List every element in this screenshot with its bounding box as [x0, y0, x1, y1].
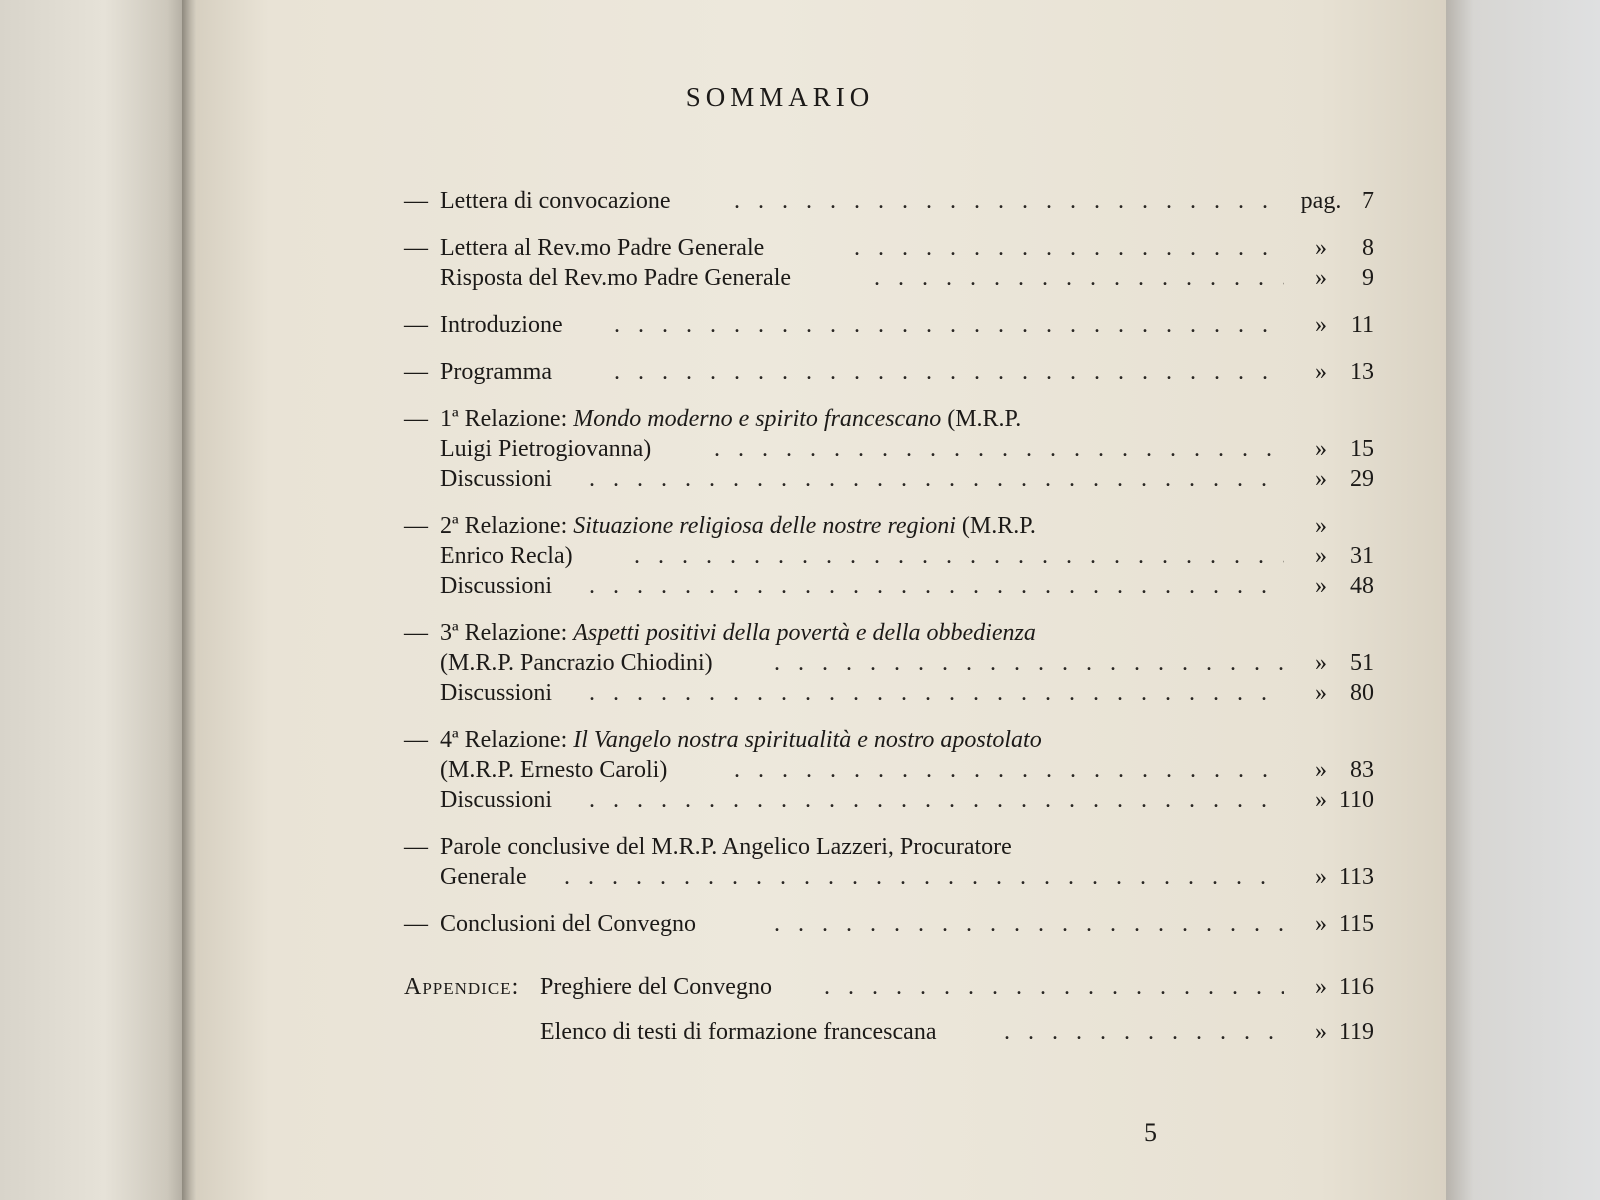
leader-dots	[734, 755, 1284, 785]
page-label: »	[1315, 573, 1327, 599]
entry-title	[440, 618, 1036, 648]
page-number-ref: 51	[1350, 650, 1374, 676]
page-label: »	[1315, 436, 1327, 462]
entry-title: Introduzione	[440, 312, 563, 338]
toc-entry	[404, 909, 1374, 939]
toc-entry	[404, 541, 1374, 571]
page-label: »	[1315, 543, 1327, 569]
leader-dots	[589, 571, 1284, 601]
toc-entry	[404, 263, 1374, 293]
page-number-ref: 7	[1362, 188, 1374, 214]
page-number: 5	[1144, 1118, 1157, 1147]
entry-dash: —	[404, 727, 428, 753]
leader-dots	[589, 678, 1284, 708]
page-number-ref: 31	[1350, 543, 1374, 569]
page-label: »	[1315, 466, 1327, 492]
toc-entry	[404, 310, 1374, 340]
page-label: »	[1315, 864, 1327, 890]
page-label: »	[1315, 359, 1327, 385]
page-number-ref: 80	[1350, 680, 1374, 706]
leader-dots	[734, 186, 1284, 216]
entry-title: Luigi Pietrogiovanna)	[440, 436, 652, 462]
page-label: pag.	[1300, 188, 1342, 214]
entry-title: Conclusioni del Convegno	[440, 911, 696, 937]
toc-entry	[404, 186, 1374, 216]
toc-entry	[404, 571, 1374, 601]
entry-title: Programma	[440, 359, 552, 385]
page-label: »	[1315, 312, 1327, 338]
leader-dots	[614, 357, 1284, 387]
page-label: »	[1315, 757, 1327, 783]
toc-entry	[404, 357, 1374, 387]
page-number-ref: 119	[1338, 1019, 1374, 1045]
toc-entry	[404, 404, 1374, 434]
relazione-title: Il Vangelo nostra spiritualità e nostro apostolato	[573, 727, 1042, 753]
toc-entry	[404, 832, 1374, 862]
leader-dots	[824, 972, 1284, 1002]
entry-title: Risposta del Rev.mo Padre Generale	[440, 265, 792, 291]
table-of-contents	[194, 0, 1446, 1200]
page-label: »	[1315, 265, 1327, 291]
relazione-label: 1ª Relazione:	[440, 406, 568, 432]
entry-title: Discussioni	[440, 787, 553, 813]
page-label: »	[1315, 513, 1327, 539]
entry-dash: —	[404, 620, 428, 646]
page-number-ref: 15	[1350, 436, 1374, 462]
page-number-ref: 8	[1362, 235, 1374, 261]
leader-dots	[589, 785, 1284, 815]
entry-title: (M.R.P. Pancrazio Chiodini)	[440, 650, 713, 676]
left-page	[0, 0, 190, 1200]
entry-title: Discussioni	[440, 680, 553, 706]
toc-entry	[404, 464, 1374, 494]
toc-entry	[404, 755, 1374, 785]
toc-entry	[404, 648, 1374, 678]
leader-dots	[614, 310, 1284, 340]
entry-title: Elenco di testi di formazione francescana	[540, 1019, 937, 1045]
relazione-title: Aspetti positivi della povertà e della obbedienza	[573, 620, 1036, 646]
entry-title: (M.R.P. Ernesto Caroli)	[440, 757, 668, 783]
page-label: »	[1315, 911, 1327, 937]
entry-dash: —	[404, 406, 428, 432]
page-label: »	[1315, 787, 1327, 813]
entry-dash: —	[404, 359, 428, 385]
page-number-ref: 83	[1350, 757, 1374, 783]
entry-title: Discussioni	[440, 466, 553, 492]
relazione-label: 2ª Relazione:	[440, 513, 568, 539]
entry-title: Enrico Recla)	[440, 543, 573, 569]
leader-dots	[774, 909, 1284, 939]
leader-dots	[589, 464, 1284, 494]
entry-title	[440, 511, 1036, 541]
page-number-ref: 115	[1338, 911, 1374, 937]
page-number-ref: 13	[1350, 359, 1374, 385]
leader-dots	[874, 263, 1284, 293]
entry-title: Parole conclusive del M.R.P. Angelico Lazzeri, Procuratore	[440, 834, 1012, 860]
page-number-ref: 11	[1350, 312, 1374, 338]
appendix-label: Appendice:	[404, 974, 520, 1000]
entry-dash: —	[404, 911, 428, 937]
entry-title: Lettera di convocazione	[440, 188, 671, 214]
entry-dash: —	[404, 235, 428, 261]
entry-title: Lettera al Rev.mo Padre Generale	[440, 235, 765, 261]
relazione-label: 3ª Relazione:	[440, 620, 568, 646]
relazione-label: 4ª Relazione:	[440, 727, 568, 753]
leader-dots	[634, 541, 1284, 571]
relazione-title: Mondo moderno e spirito francescano	[573, 406, 942, 432]
page-number-ref: 48	[1350, 573, 1374, 599]
entry-title: Generale	[440, 864, 527, 890]
toc-entry	[404, 233, 1374, 263]
page-label: »	[1315, 974, 1327, 1000]
page-number-ref: 29	[1350, 466, 1374, 492]
leader-dots	[1004, 1017, 1284, 1047]
toc-entry	[404, 862, 1374, 892]
appendix-entry	[404, 972, 1374, 1002]
leader-dots	[564, 862, 1284, 892]
leader-dots	[854, 233, 1284, 263]
page-number-ref: 9	[1362, 265, 1374, 291]
leader-dots	[774, 648, 1284, 678]
page-label: »	[1315, 235, 1327, 261]
entry-dash: —	[404, 513, 428, 539]
relazione-title: Situazione religiosa delle nostre regioni	[573, 513, 956, 539]
page-title: SOMMARIO	[685, 82, 875, 112]
entry-title	[440, 725, 1042, 755]
entry-title: Preghiere del Convegno	[540, 974, 772, 1000]
page-edge-background	[1446, 0, 1600, 1200]
toc-entry	[404, 678, 1374, 708]
entry-dash: —	[404, 834, 428, 860]
page-number-ref: 110	[1338, 787, 1374, 813]
entry-title: Discussioni	[440, 573, 553, 599]
appendix-entry	[404, 1017, 1374, 1047]
toc-entry	[404, 434, 1374, 464]
page-number-ref: 113	[1338, 864, 1374, 890]
entry-dash: —	[404, 188, 428, 214]
entry-title	[440, 404, 1021, 434]
entry-dash: —	[404, 312, 428, 338]
relazione-author-prefix: (M.R.P.	[947, 406, 1022, 432]
page-number-ref: 116	[1338, 974, 1374, 1000]
toc-entry	[404, 618, 1374, 648]
toc-entry	[404, 511, 1374, 541]
toc-entry	[404, 785, 1374, 815]
toc-entry	[404, 725, 1374, 755]
page-label: »	[1315, 1019, 1327, 1045]
page-label: »	[1315, 650, 1327, 676]
page-label: »	[1315, 680, 1327, 706]
leader-dots	[714, 434, 1284, 464]
relazione-author-prefix: (M.R.P.	[961, 513, 1036, 539]
